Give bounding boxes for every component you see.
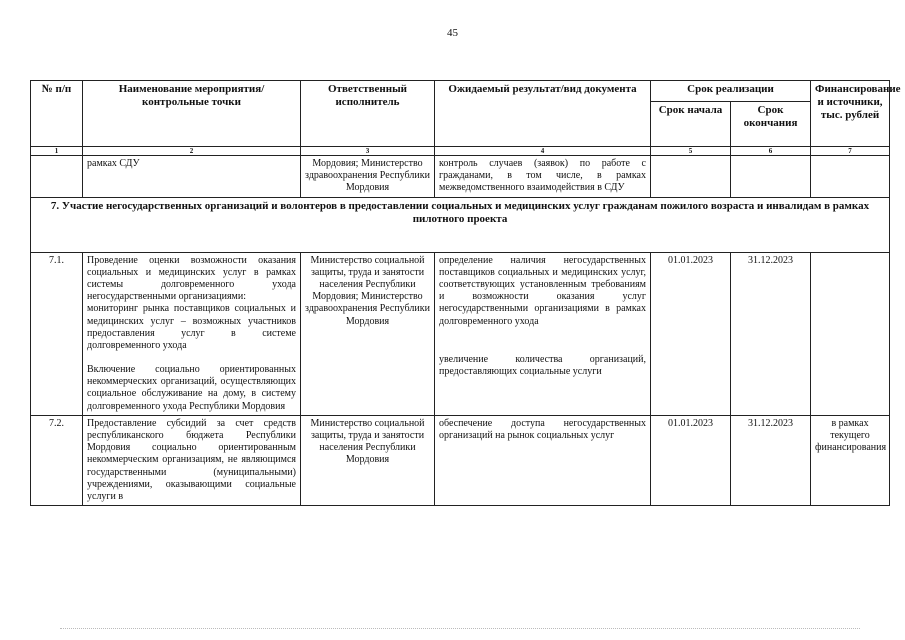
row-financing: в рамках текущего финансирования (811, 415, 890, 505)
header-end: Срок окончания (731, 102, 811, 147)
row-name (83, 252, 301, 415)
row-end: 31.12.2023 (731, 415, 811, 505)
page-number: 45 (447, 27, 458, 39)
row-result-part: увеличение количества организаций, предоставляющих социальные услуги (439, 353, 646, 377)
column-number: 5 (651, 147, 731, 156)
column-number: 3 (301, 147, 435, 156)
row-result-part: определение наличия негосударственных поставщиков социальных и медицинских услуг, соответствующих установленным требованиям и возможности оказания услуг негосударственными организациями в рамках долговременного ухода (439, 254, 646, 327)
row-name-part: Проведение оценки возможности оказания социальных и медицинских услуг в рамках системы долговременного ухода негосударственными организациями: (87, 254, 296, 303)
row-result (435, 252, 651, 415)
row-name-part: Включение социально ориентированных некоммерческих организаций, осуществляющих социальное обслуживание на дому, в систему долговременного ухода Республики Мордовия (87, 364, 296, 412)
row-name: Предоставление субсидий за счет средств республиканского бюджета Республики Мордовия социально ориентированным некоммерческим организациям, не являющимся государственными (муниципальными) учреждениями, оказывающими социальные услуги в (83, 415, 301, 505)
row-num: 7.1. (31, 252, 83, 415)
row-name-part: мониторинг рынка поставщиков социальных и медицинских услуг – возможных участников предоставления услуг в системе долговременного ухода (87, 303, 296, 351)
row-end: 31.12.2023 (731, 252, 811, 415)
header-start: Срок начала (651, 102, 731, 147)
table-row (31, 252, 890, 415)
header-name: Наименование мероприятия/ контрольные точки (83, 81, 301, 147)
row-name: рамках СДУ (83, 156, 301, 198)
header-row-top (31, 81, 890, 102)
header-executor: Ответственный исполнитель (301, 81, 435, 147)
row-financing (811, 156, 890, 198)
row-executor: Министерство социальной защиты, труда и занятости населения Республики Мордовия (301, 415, 435, 505)
row-executor: Министерство социальной защиты, труда и занятости населения Республики Мордовия; Министерство здравоохранения Республики Мордовия (301, 252, 435, 415)
column-number: 1 (31, 147, 83, 156)
header-num: № п/п (31, 81, 83, 147)
row-num (31, 156, 83, 198)
row-result: контроль случаев (заявок) по работе с гражданами, в том числе, в рамках межведомственного взаимодействия в СДУ (435, 156, 651, 198)
row-result: обеспечение доступа негосударственных организаций на рынок социальных услуг (435, 415, 651, 505)
column-number: 2 (83, 147, 301, 156)
page-bottom-edge (60, 628, 860, 629)
row-start: 01.01.2023 (651, 415, 731, 505)
header-financing: Финансирование и источники, тыс. рублей (811, 81, 890, 147)
table-row (31, 415, 890, 505)
row-end (731, 156, 811, 198)
header-period: Срок реализации (651, 81, 811, 102)
activities-table (30, 80, 901, 506)
row-start: 01.01.2023 (651, 252, 731, 415)
section-title: 7. Участие негосударственных организаций и волонтеров в предоставлении социальных и медицинских услуг гражданам пожилого возраста и инвалидам в рамках пилотного проекта (31, 197, 890, 252)
row-financing (811, 252, 890, 415)
column-number: 6 (731, 147, 811, 156)
column-number: 4 (435, 147, 651, 156)
header-result: Ожидаемый результат/вид документа (435, 81, 651, 147)
column-numbers-row (31, 147, 890, 156)
row-executor: Мордовия; Министерство здравоохранения Республики Мордовия (301, 156, 435, 198)
row-start (651, 156, 731, 198)
column-number: 7 (811, 147, 890, 156)
row-num: 7.2. (31, 415, 83, 505)
section-row (31, 197, 890, 252)
continuation-row (31, 156, 890, 198)
